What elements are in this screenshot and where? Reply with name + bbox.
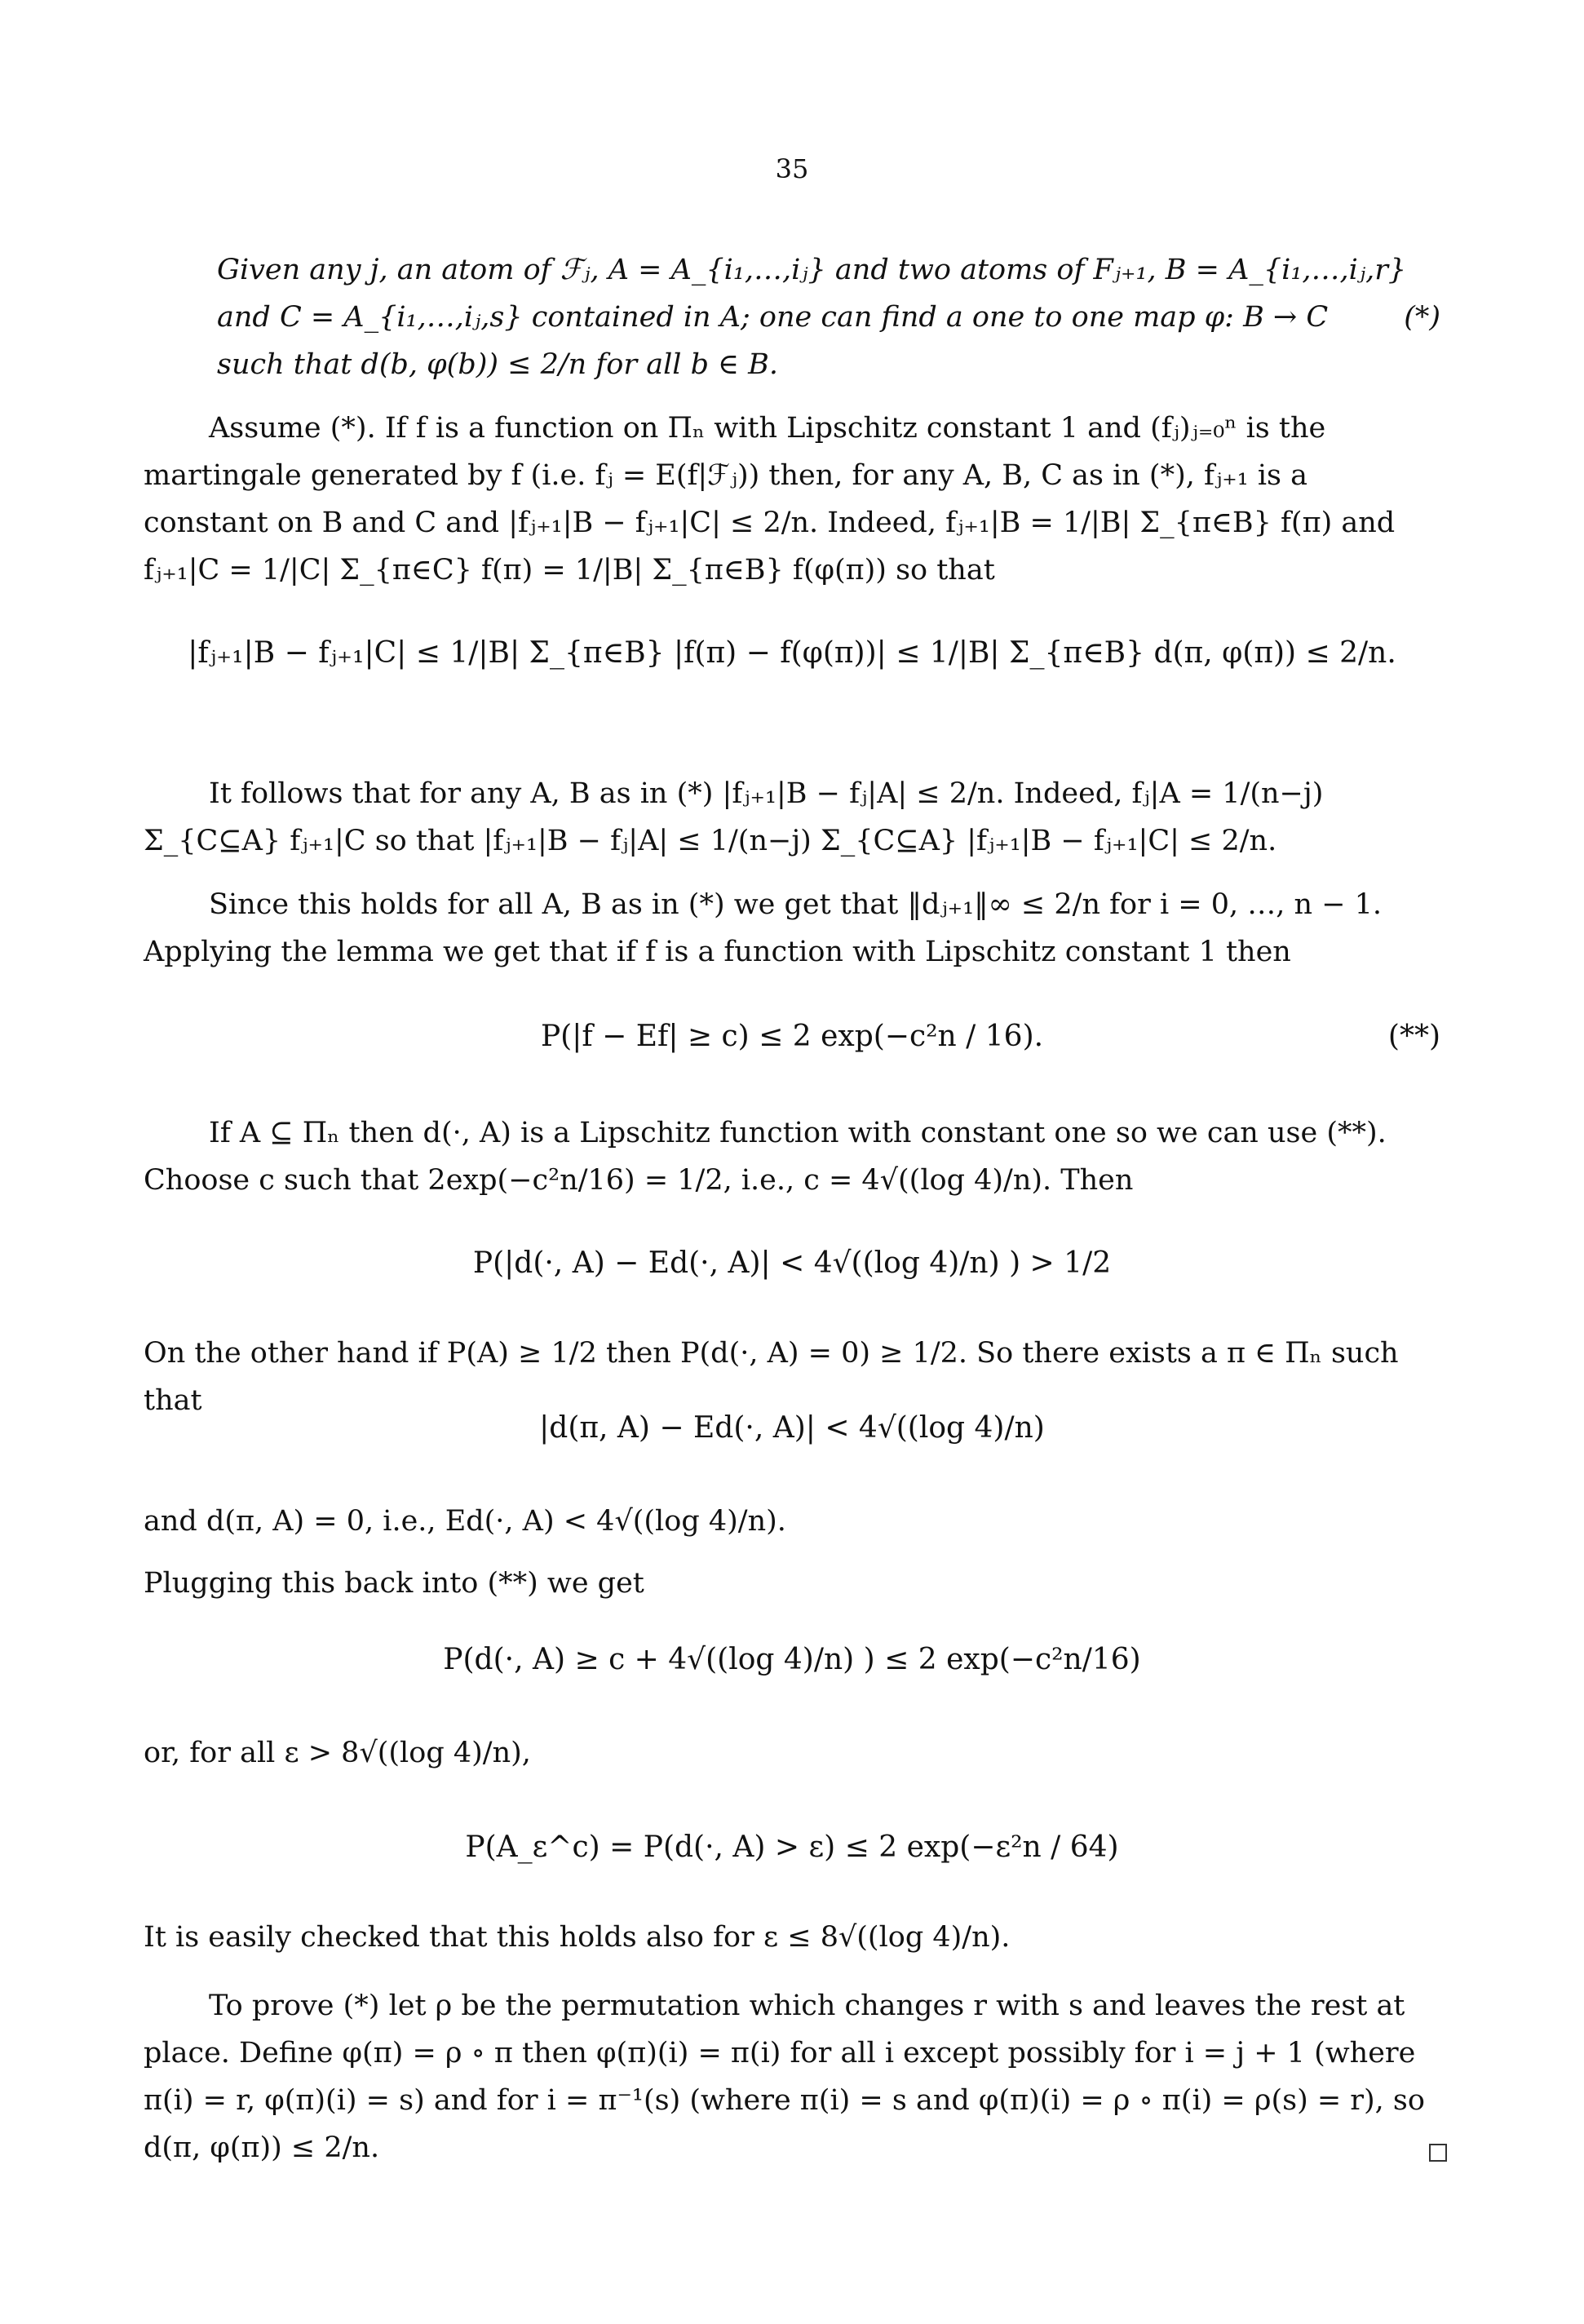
paragraph-4-text: If A ⊆ Πₙ then d(·, A) is a Lipschitz function with constant one so we can use (**). Choose c such that 2exp(−c²n/16) = 1/2, i.e., c = 4√((log 4)/n). Then <box>144 1117 1387 1197</box>
equation-2-tag: (**) <box>1387 1020 1440 1053</box>
paragraph-lipschitz <box>144 1109 1440 1204</box>
paragraph-follows <box>144 770 1440 865</box>
qed-square-icon <box>1429 2144 1447 2162</box>
paragraph-8-text: or, for all ε > 8√((log 4)/n), <box>144 1737 531 1769</box>
paragraph-or <box>144 1729 1440 1777</box>
paragraph-5-text: On the other hand if P(A) ≥ 1/2 then P(d(·, A) = 0) ≥ 1/2. So there exists a π ∈ Πₙ such that <box>144 1337 1399 1417</box>
paragraph-checked <box>144 1914 1440 1961</box>
paragraph-7-text: Plugging this back into (**) we get <box>144 1567 644 1600</box>
paragraph-6-text: and d(π, A) = 0, i.e., Ed(·, A) < 4√((log 4)/n). <box>144 1505 786 1538</box>
paragraph-since <box>144 881 1440 976</box>
paragraph-plugging <box>144 1560 1440 1607</box>
statement-line-1: Given any j, an atom of ℱⱼ, A = A_{i₁,…,iⱼ} and two atoms of Fⱼ₊₁, B = A_{i₁,…,iⱼ,r} <box>217 254 1407 286</box>
statement-block <box>217 246 1440 388</box>
paragraph-10-text: To prove (*) let ρ be the permutation which changes r with s and leaves the rest at place. Define φ(π) = ρ ∘ π then φ(π)(i) = π(i) for all i except possibly for i = j + 1 (where π(i) = r, φ(π)(i) = s) and for i = π⁻¹(s) (where π(i) = s and φ(π)(i) = ρ ∘ π(i) = ρ(s) = r), so d(π, φ(π)) ≤ 2/n. <box>144 1990 1425 2164</box>
equation-6: P(A_ε^c) = P(d(·, A) > ε) ≤ 2 exp(−ε²n / 64) <box>465 1830 1119 1864</box>
paragraph-prove <box>144 1982 1440 2171</box>
equation-2 <box>0 1020 1584 1053</box>
paragraph-9-text: It is easily checked that this holds also for ε ≤ 8√((log 4)/n). <box>144 1921 1011 1954</box>
statement-tag: (*) <box>1404 301 1440 334</box>
page-number: 35 <box>775 153 809 184</box>
equation-4: |d(π, A) − Ed(·, A)| < 4√((log 4)/n) <box>539 1411 1045 1445</box>
paragraph-1-text: Assume (*). If f is a function on Πₙ with Lipschitz constant 1 and (fⱼ)ⱼ₌₀ⁿ is the martingale generated by f (i.e. fⱼ = E(f|ℱⱼ)) then, for any A, B, C as in (*), fⱼ₊₁ is a constant on B and C and |fⱼ₊₁|B − fⱼ₊₁|C| ≤ 2/n. Indeed, fⱼ₊₁|B = 1/|B| Σ_{π∈B} f(π) and fⱼ₊₁|C = 1/|C| Σ_{π∈C} f(π) = 1/|B| Σ_{π∈B} f(φ(π)) so that <box>144 412 1396 587</box>
paragraph-other-hand <box>144 1330 1440 1424</box>
paragraph-assume <box>144 405 1440 594</box>
statement-line-2: and C = A_{i₁,…,iⱼ,s} contained in A; one can find a one to one map φ: B → C <box>217 301 1329 334</box>
paragraph-3-text: Since this holds for all A, B as in (*) we get that ‖dⱼ₊₁‖∞ ≤ 2/n for i = 0, …, n − 1. Applying the lemma we get that if f is a function with Lipschitz constant 1 then <box>144 888 1383 968</box>
equation-2-body: P(|f − Ef| ≥ c) ≤ 2 exp(−c²n / 16). <box>540 1020 1044 1053</box>
paragraph-and <box>144 1498 1440 1545</box>
equation-3: P(|d(·, A) − Ed(·, A)| < 4√((log 4)/n) ) > 1/2 <box>472 1246 1112 1280</box>
paragraph-2-text: It follows that for any A, B as in (*) |fⱼ₊₁|B − fⱼ|A| ≤ 2/n. Indeed, fⱼ|A = 1/(n−j) Σ_{C⊆A} fⱼ₊₁|C so that |fⱼ₊₁|B − fⱼ|A| ≤ 1/(n−j) Σ_{C⊆A} |fⱼ₊₁|B − fⱼ₊₁|C| ≤ 2/n. <box>144 777 1324 857</box>
equation-5: P(d(·, A) ≥ c + 4√((log 4)/n) ) ≤ 2 exp(−c²n/16) <box>443 1643 1141 1676</box>
equation-1: |fⱼ₊₁|B − fⱼ₊₁|C| ≤ 1/|B| Σ_{π∈B} |f(π) − f(φ(π))| ≤ 1/|B| Σ_{π∈B} d(π, φ(π)) ≤ 2/n. <box>188 636 1396 670</box>
statement-line-3: such that d(b, φ(b)) ≤ 2/n for all b ∈ B. <box>217 348 779 381</box>
